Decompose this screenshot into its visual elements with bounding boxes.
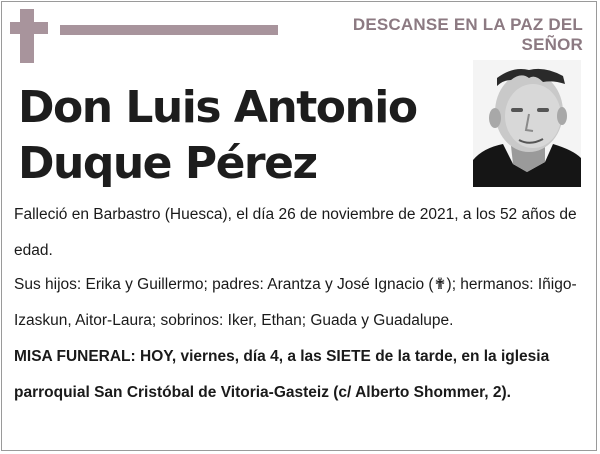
death-paragraph: Falleció en Barbastro (Huesca), el día 26 de noviembre de 2021, a los 52 años de edad.	[14, 206, 577, 259]
name-line-2: Duque Pérez	[18, 138, 317, 189]
banner-text: DESCANSE EN LA PAZ DEL SEÑOR	[352, 15, 583, 54]
deceased-name	[18, 80, 417, 192]
family-paragraph: Sus hijos: Erika y Guillermo; padres: Arantza y José Ignacio (✟); hermanos: Iñigo-Izaskun, Aitor-Laura; sobrinos: Iker, Ethan; Guada y Guadalupe.	[14, 276, 577, 329]
portrait-photo	[473, 60, 581, 187]
header-rule	[60, 25, 278, 35]
name-line-1: Don Luis Antonio	[18, 82, 417, 133]
funeral-paragraph: MISA FUNERAL: HOY, viernes, día 4, a las SIETE de la tarde, en la iglesia parroquial San Cristóbal de Vitoria-Gasteiz (c/ Alberto Shommer, 2).	[14, 348, 550, 401]
